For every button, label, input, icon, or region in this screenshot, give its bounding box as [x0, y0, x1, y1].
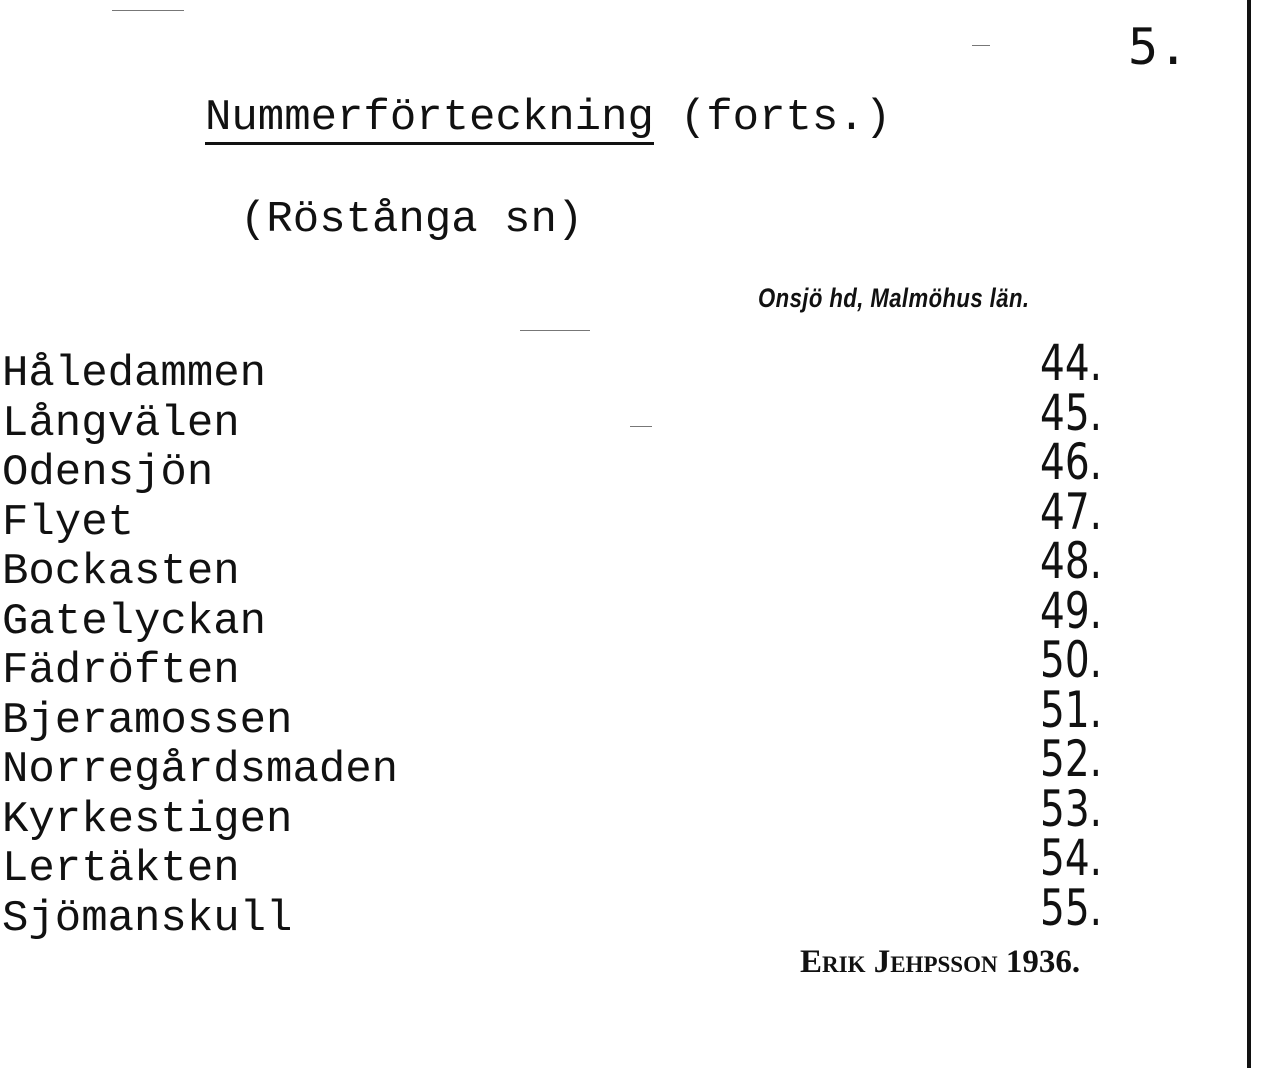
title-main: Nummerförteckning	[205, 93, 654, 143]
list-item	[2, 680, 1162, 749]
entry-number: 48.	[1040, 532, 1103, 590]
entry-name: Långvälen	[2, 398, 240, 449]
entry-name: Bockasten	[2, 547, 240, 597]
entry-name: Bjeramossen	[2, 695, 293, 746]
entry-number: 52.	[1040, 730, 1103, 788]
title-suffix: (forts.)	[679, 93, 892, 143]
entry-number: 50.	[1040, 631, 1103, 689]
list-item	[2, 334, 1162, 402]
entry-number: 45.	[1040, 383, 1103, 442]
entry-number: 51.	[1040, 680, 1103, 739]
parish-subtitle: (Röstånga sn)	[240, 195, 584, 245]
list-item	[2, 779, 1162, 848]
list-item	[2, 631, 1162, 699]
entry-name: Lertäkten	[2, 844, 240, 894]
entry-name: Kyrkestigen	[2, 794, 293, 845]
entry-number: 49.	[1040, 581, 1103, 640]
page-edge-line	[1247, 0, 1251, 1068]
entry-name: Flyet	[2, 497, 135, 548]
list-item	[2, 829, 1162, 897]
entry-name: Sjömanskull	[2, 893, 293, 944]
entry-number: 47.	[1040, 482, 1103, 541]
scan-speck	[972, 45, 990, 46]
number-list	[2, 334, 1162, 946]
list-item	[2, 433, 1162, 501]
list-item	[2, 383, 1162, 452]
scan-speck	[520, 330, 590, 331]
list-item	[2, 730, 1162, 798]
list-item	[2, 532, 1162, 600]
entry-number: 44.	[1040, 334, 1103, 392]
entry-name: Håledammen	[2, 349, 267, 399]
list-item	[2, 581, 1162, 650]
page-title	[205, 93, 892, 145]
entry-number: 55.	[1040, 878, 1103, 937]
entry-number: 54.	[1040, 829, 1103, 887]
scan-speck	[112, 10, 184, 11]
list-item	[2, 482, 1162, 551]
list-item	[2, 878, 1162, 947]
author-stamp: Erik Jehpsson 1936.	[800, 944, 1081, 980]
page-number: 5.	[1128, 18, 1189, 76]
entry-name: Gatelyckan	[2, 596, 267, 647]
entry-number: 46.	[1040, 433, 1103, 491]
entry-name: Fädröften	[2, 646, 240, 696]
entry-name: Norregårdsmaden	[2, 745, 399, 795]
region-stamp: Onsjö hd, Malmöhus län.	[758, 283, 1030, 313]
entry-number: 53.	[1040, 779, 1103, 838]
entry-name: Odensjön	[2, 448, 214, 498]
